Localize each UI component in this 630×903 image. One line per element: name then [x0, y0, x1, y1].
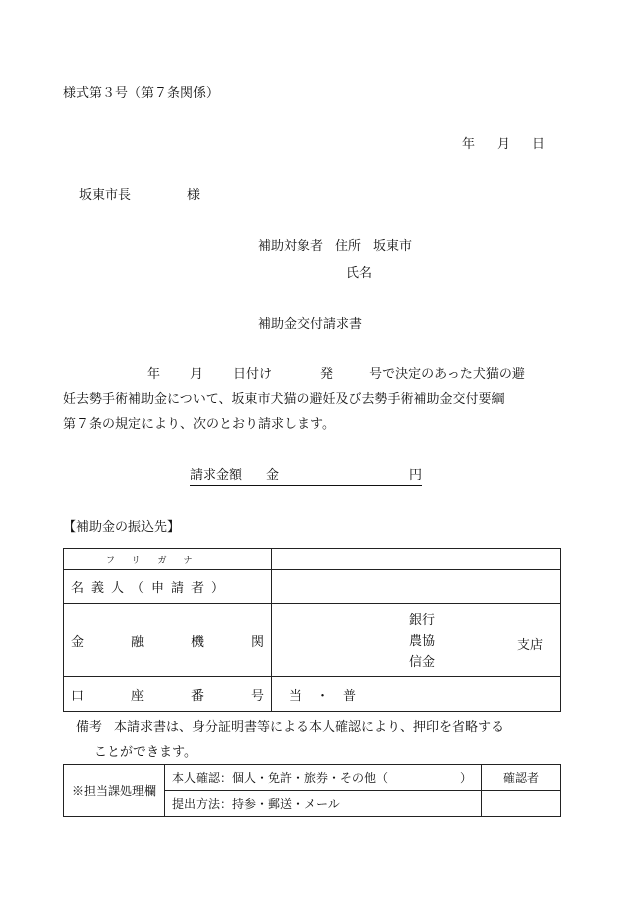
date-year: 年	[462, 137, 476, 152]
fi-char: 関	[250, 634, 264, 650]
address-city: 坂東市	[373, 239, 413, 254]
remarks-line2: ことができます。	[94, 745, 197, 760]
account-number-field[interactable]	[272, 677, 561, 712]
fi-char: 機	[190, 634, 204, 650]
acct-char: 番	[190, 688, 204, 704]
submission-method: 提出方法：持参・郵送・メール	[165, 791, 482, 817]
account-type-current: 当	[289, 688, 303, 704]
fi-char: 融	[130, 634, 144, 650]
honorific: 様	[187, 188, 201, 203]
financial-institution-field[interactable]	[272, 604, 561, 677]
body-issue: 発	[320, 367, 334, 382]
account-type-separator: ・	[316, 688, 330, 704]
amount-yen: 円	[409, 468, 423, 483]
request-body	[63, 362, 569, 437]
acct-char: 口	[71, 688, 85, 704]
office-use-table	[63, 764, 561, 817]
account-holder-label: 名義人（申請者）	[64, 570, 272, 604]
date-month: 月	[497, 137, 511, 152]
remarks-label: 備考	[76, 720, 103, 735]
addressee	[79, 184, 200, 203]
furigana-field[interactable]	[272, 549, 561, 570]
amount-label: 請求金額	[190, 468, 243, 483]
financial-institution-label	[64, 604, 272, 677]
acct-char: 号	[250, 688, 264, 704]
remarks-line1: 本請求書は、身分証明書等による本人確認により、押印を省略する	[114, 720, 505, 735]
acct-char: 座	[130, 688, 144, 704]
account-number-label	[64, 677, 272, 712]
applicant-name-label: 氏名	[346, 266, 373, 281]
transfer-table	[63, 548, 561, 712]
remarks	[76, 716, 504, 735]
body-month: 月	[190, 367, 204, 382]
body-line3: 第７条の規定により、次のとおり請求します。	[63, 417, 335, 432]
document-title: 補助金交付請求書	[258, 317, 363, 332]
agri-coop-option: 農協	[409, 634, 436, 649]
applicant-label: 補助対象者	[258, 239, 324, 254]
furigana-label: フリガナ	[64, 549, 272, 570]
amount-kin: 金	[266, 468, 280, 483]
identity-check: 本人確認：個人・免許・旅券・その他（ ）	[165, 765, 482, 791]
branch-label: 支店	[516, 638, 543, 653]
request-amount	[190, 464, 422, 486]
body-no-text: 号で決定のあった犬猫の避	[369, 367, 525, 382]
account-type-savings: 普	[343, 688, 357, 704]
confirmer-field[interactable]	[482, 791, 561, 817]
body-line2: 妊去勢手術補助金について、坂東市犬猫の避妊及び去勢手術補助金交付要綱	[63, 392, 505, 407]
applicant-address-line	[258, 235, 412, 254]
date-line	[462, 133, 545, 152]
fi-char: 金	[71, 634, 85, 650]
confirmer-label: 確認者	[482, 765, 561, 791]
office-use-label: ※担当課処理欄	[64, 765, 165, 817]
date-day: 日	[532, 137, 546, 152]
transfer-heading: 【補助金の振込先】	[63, 520, 181, 535]
body-year: 年	[147, 367, 161, 382]
mayor-title: 坂東市長	[79, 188, 132, 203]
shinkin-option: 信金	[409, 655, 436, 670]
bank-option: 銀行	[409, 613, 436, 628]
account-holder-field[interactable]	[272, 570, 561, 604]
body-date-suffix: 日付け	[233, 367, 273, 382]
address-label: 住所	[335, 239, 362, 254]
form-number: 様式第３号（第７条関係）	[63, 86, 220, 101]
